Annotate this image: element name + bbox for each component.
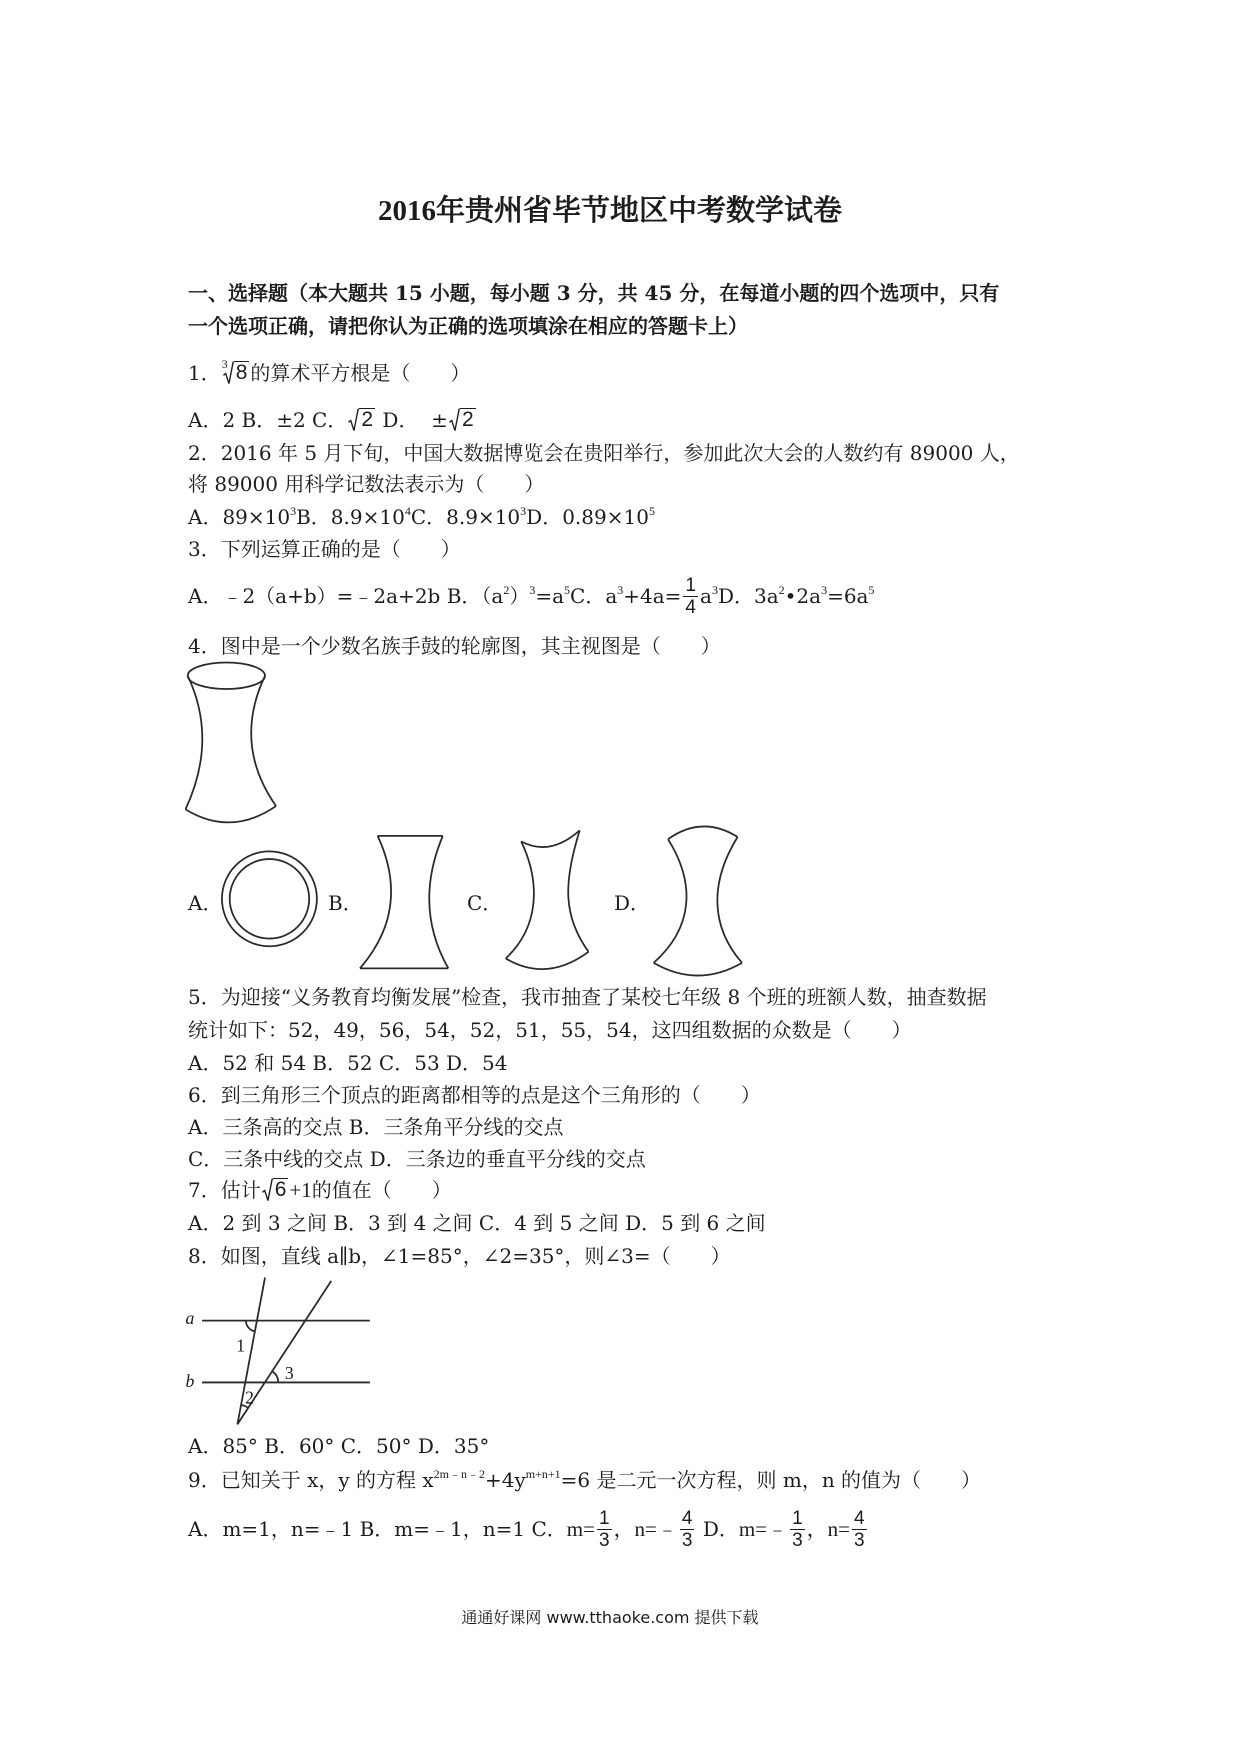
text-segment: C．三条中线的交点 D．三条边的垂直平分线的交点 — [188, 1147, 646, 1171]
angle-3-label: 3 — [284, 1363, 294, 1384]
question-5-stem-line-1 — [188, 984, 987, 1010]
fraction-denominator: 3 — [598, 1529, 610, 1551]
radicand: 6 — [274, 1177, 287, 1201]
fraction-numerator: 4 — [681, 1507, 693, 1529]
superscript: 2 — [778, 583, 785, 597]
angle-2-arc — [241, 1405, 248, 1408]
text-segment: 3．下列运算正确的是（ ） — [188, 537, 461, 561]
fraction-denominator: 3 — [681, 1529, 693, 1551]
line-b-label: b — [185, 1370, 195, 1391]
text-segment: +4a= — [623, 584, 682, 608]
math-segment: m= — [566, 1517, 595, 1541]
text-segment: 6．到三角形三个顶点的距离都相等的点是这个三角形的（ ） — [188, 1083, 761, 1107]
d-right-side — [717, 837, 742, 963]
text-segment: 8．如图，直线 a∥b，∠1=85°，∠2=35°，则∠3=（ ） — [188, 1244, 731, 1268]
question-2-options — [188, 504, 655, 530]
text-segment: B．8.9×10 — [296, 505, 405, 529]
angle-1-arc — [246, 1321, 255, 1332]
text-segment: 7．估计 — [188, 1178, 261, 1202]
question-4-drum-figure — [186, 663, 277, 823]
section-heading-line-2: 一个选项正确，请把你认为正确的选项填涂在相应的答题卡上） — [188, 314, 748, 338]
question-9-stem — [188, 1467, 981, 1493]
text-segment: 2．2016 年 5 月下旬，中国大数据博览会在贵阳举行，参加此次大会的人数约有 89000 人， — [188, 441, 1020, 465]
superscript: m+n+1 — [525, 1467, 561, 1481]
d-left-side — [654, 839, 687, 963]
math-segment: m=﹣ — [738, 1517, 789, 1541]
question-2-stem-line-2 — [188, 471, 544, 497]
c-top-edge — [521, 830, 580, 847]
question-6-stem — [188, 1082, 761, 1108]
fraction-numerator: 1 — [792, 1507, 803, 1529]
question-3-options — [188, 574, 875, 618]
fraction — [852, 1509, 867, 1550]
text-segment: •2a — [784, 584, 822, 608]
superscript: 5 — [648, 504, 655, 518]
text-segment: 4．图中是一个少数名族手鼓的轮廓图，其主视图是（ ） — [188, 634, 721, 658]
fraction-denominator: 3 — [792, 1529, 803, 1551]
c-bottom-edge — [506, 952, 589, 969]
radical-sign — [223, 361, 234, 386]
c-right-side — [568, 830, 588, 951]
question-1-options — [188, 407, 477, 433]
question-4-stem — [188, 633, 721, 659]
radical-expression — [262, 1178, 289, 1203]
radicand: 8 — [235, 360, 248, 384]
fraction-denominator: 4 — [685, 596, 696, 618]
question-4-option-a-figure — [222, 851, 317, 946]
text-segment: 9．已知关于 x，y 的方程 x — [188, 1468, 434, 1492]
text-segment: A．2 到 3 之间 B．3 到 4 之间 C．4 到 5 之间 D．5 到 6 之间 — [188, 1211, 766, 1235]
math-segment: ，n=﹣ — [613, 1517, 678, 1541]
superscript: 2m﹣n﹣2 — [433, 1467, 485, 1481]
text-segment: D．0.89×10 — [526, 505, 649, 529]
b-right-side — [429, 836, 448, 969]
question-4-option-b-figure — [360, 836, 448, 969]
fraction-numerator: 4 — [853, 1507, 865, 1529]
superscript: 3 — [821, 583, 828, 597]
question-3-stem — [188, 536, 461, 562]
superscript: 3 — [529, 583, 536, 597]
question-1-stem — [188, 356, 471, 386]
question-4-option-c-figure — [506, 830, 589, 969]
c-left-side — [506, 841, 534, 958]
math-segment: ，n= — [806, 1517, 850, 1541]
superscript: 3 — [617, 583, 624, 597]
text-segment: A．89×10 — [188, 505, 291, 529]
fraction — [790, 1509, 805, 1550]
superscript: 5 — [868, 583, 875, 597]
text-segment: =a — [535, 584, 565, 608]
question-4-option-a-label: A． — [188, 891, 223, 915]
superscript: 2 — [503, 583, 510, 597]
text-segment: a — [700, 584, 712, 608]
angle-1-label: 1 — [236, 1335, 246, 1356]
question-6-options-line-1 — [188, 1114, 564, 1140]
text-segment: A．﹣2（a+b）=﹣2a+2b B．（a — [188, 584, 504, 608]
drum-left-side — [186, 676, 203, 810]
text-segment: D． — [696, 1517, 739, 1541]
question-8-options — [188, 1433, 489, 1459]
transversal-line-1 — [237, 1278, 265, 1425]
inner-circle — [230, 859, 310, 939]
transversal-line-2 — [237, 1281, 331, 1425]
question-5-options — [188, 1050, 508, 1076]
drum-right-side — [251, 676, 276, 806]
exam-title: 2016年贵州省毕节地区中考数学试卷 — [377, 195, 842, 227]
question-9-options — [188, 1507, 869, 1551]
radical-sign — [449, 408, 460, 433]
text-segment: A．m=1，n=﹣1 B．m=﹣1，n=1 C． — [188, 1517, 567, 1541]
angle-2-label: 2 — [245, 1387, 254, 1408]
question-5-stem-line-2 — [188, 1017, 912, 1043]
fraction — [683, 576, 698, 617]
question-4-option-b-label: B． — [328, 891, 363, 915]
question-7-stem — [188, 1177, 452, 1203]
radical-index: 3 — [221, 356, 228, 371]
text-segment: D．3a — [717, 584, 779, 608]
line-a-label: a — [185, 1307, 195, 1328]
question-2-stem-line-1 — [188, 440, 1020, 466]
fraction-denominator: 3 — [853, 1529, 865, 1551]
text-segment: =6 是二元一次方程，则 m，n 的值为（ ） — [560, 1468, 982, 1492]
angle-3-arc — [272, 1371, 278, 1382]
d-bottom-edge — [654, 963, 742, 976]
radical-expression — [449, 408, 476, 433]
radical-sign — [348, 408, 359, 433]
text-segment: 统计如下：52，49，56，54，52，51，55，54，这四组数据的众数是（ ） — [188, 1018, 912, 1042]
section-heading-line-1: 一、选择题（本大题共 15 小题，每小题 3 分，共 45 分，在每道小题的四个选项中，只有 — [188, 281, 1000, 305]
question-4-option-d-label: D． — [614, 891, 651, 915]
text-segment: 5．为迎接“义务教育均衡发展”检查，我市抽查了某校七年级 8 个班的班额人数，抽查数据 — [188, 985, 987, 1009]
radicand: 2 — [461, 407, 474, 431]
text-segment: =6a — [827, 584, 869, 608]
drum-top-ellipse — [188, 663, 265, 690]
text-segment: A．2 B．±2 C． — [188, 408, 348, 432]
b-left-side — [360, 836, 391, 969]
superscript: 3 — [290, 504, 297, 518]
text-segment: A．52 和 54 B．52 C．53 D．54 — [188, 1051, 508, 1075]
text-segment: C．a — [570, 584, 618, 608]
question-4-option-d-figure — [654, 826, 742, 975]
question-7-options — [188, 1210, 766, 1236]
question-8-figure — [186, 1278, 370, 1425]
text-segment: ） — [509, 584, 530, 608]
text-segment: 1． — [188, 361, 221, 385]
radical-expression — [221, 356, 250, 386]
text-segment: D． ± — [376, 408, 448, 432]
superscript: 3 — [711, 583, 718, 597]
radical-expression — [348, 408, 375, 433]
question-6-options-line-2 — [188, 1146, 646, 1172]
radicand: 2 — [361, 407, 374, 431]
text-segment: 的算术平方根是（ ） — [250, 361, 471, 385]
superscript: 3 — [520, 504, 527, 518]
fraction — [597, 1509, 612, 1550]
drum-bottom-edge — [186, 806, 277, 822]
text-segment: +4y — [485, 1468, 526, 1492]
text-segment: 的值在（ ） — [311, 1178, 452, 1202]
radical-sign — [262, 1178, 273, 1203]
text-segment: C．8.9×10 — [410, 505, 521, 529]
page-footer: 通通好课网 www.tthaoke.com 提供下载 — [461, 1608, 759, 1627]
outer-circle — [222, 851, 317, 946]
text-segment: 将 89000 用科学记数法表示为（ ） — [188, 472, 545, 496]
superscript: 4 — [404, 504, 411, 518]
math-segment: +1 — [289, 1178, 312, 1202]
fraction-numerator: 1 — [685, 574, 696, 596]
question-8-stem — [188, 1243, 731, 1269]
question-4-option-c-label: C． — [467, 891, 503, 915]
d-top-edge — [668, 826, 738, 839]
superscript: 5 — [564, 583, 571, 597]
text-segment: A．85° B．60° C．50° D．35° — [188, 1434, 490, 1458]
fraction-numerator: 1 — [598, 1507, 610, 1529]
text-segment: A．三条高的交点 B．三条角平分线的交点 — [188, 1115, 564, 1139]
fraction — [680, 1509, 695, 1550]
